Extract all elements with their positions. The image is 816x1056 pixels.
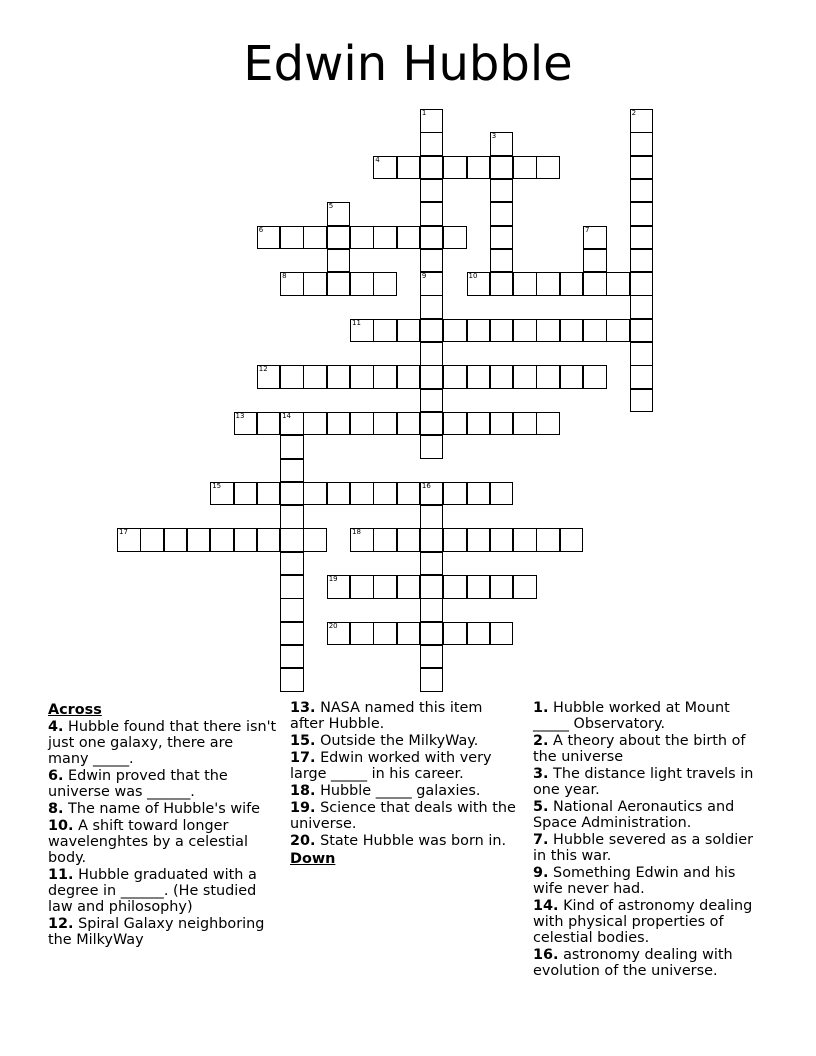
clue-number: 8. bbox=[48, 801, 64, 817]
grid-cell[interactable] bbox=[303, 528, 327, 552]
grid-cell[interactable] bbox=[327, 249, 351, 273]
grid-cell[interactable] bbox=[303, 272, 327, 296]
grid-cell[interactable] bbox=[280, 435, 304, 459]
clue-text: Hubble graduated with a degree in ______. (He studied law and philosophy) bbox=[48, 867, 257, 915]
grid-cell[interactable] bbox=[234, 412, 258, 436]
grid-cell[interactable] bbox=[350, 319, 374, 343]
grid-cell[interactable] bbox=[327, 226, 351, 250]
grid-cell[interactable] bbox=[210, 528, 234, 552]
grid-cell[interactable] bbox=[373, 622, 397, 646]
clue-text: State Hubble was born in. bbox=[315, 833, 507, 849]
clue-number: 2. bbox=[533, 733, 549, 749]
grid-cell[interactable] bbox=[350, 412, 374, 436]
grid-cell[interactable] bbox=[443, 412, 467, 436]
grid-cell[interactable] bbox=[513, 319, 537, 343]
clue-text: Spiral Galaxy neighboring the MilkyWay bbox=[48, 916, 265, 948]
grid-cell[interactable] bbox=[257, 412, 281, 436]
down-clue bbox=[533, 865, 763, 897]
grid-cell[interactable] bbox=[467, 272, 491, 296]
grid-cell[interactable] bbox=[490, 622, 514, 646]
grid-cell[interactable] bbox=[350, 272, 374, 296]
grid-cell[interactable] bbox=[513, 412, 537, 436]
grid-cell[interactable] bbox=[397, 482, 421, 506]
grid-cell[interactable] bbox=[280, 528, 304, 552]
clue-number: 11. bbox=[48, 867, 74, 883]
grid-cell[interactable] bbox=[327, 272, 351, 296]
clue-text: The distance light travels in one year. bbox=[533, 766, 754, 798]
cell-number: 20 bbox=[328, 621, 338, 630]
across-clue bbox=[48, 916, 278, 948]
grid-cell[interactable] bbox=[630, 365, 654, 389]
grid-cell[interactable] bbox=[443, 482, 467, 506]
grid-cell[interactable] bbox=[397, 365, 421, 389]
grid-cell[interactable] bbox=[350, 622, 374, 646]
grid-cell[interactable] bbox=[536, 272, 560, 296]
grid-cell[interactable] bbox=[397, 412, 421, 436]
grid-cell[interactable] bbox=[397, 622, 421, 646]
cell-number: 15 bbox=[212, 481, 222, 490]
grid-cell[interactable] bbox=[630, 272, 654, 296]
grid-cell[interactable] bbox=[234, 528, 258, 552]
grid-cell[interactable] bbox=[420, 365, 444, 389]
clue-number: 10. bbox=[48, 818, 74, 834]
grid-cell[interactable] bbox=[280, 412, 304, 436]
grid-cell[interactable] bbox=[280, 482, 304, 506]
grid-cell[interactable] bbox=[257, 226, 281, 250]
grid-cell[interactable] bbox=[420, 482, 444, 506]
grid-cell[interactable] bbox=[467, 575, 491, 599]
clue-text: Kind of astronomy dealing with physical properties of celestial bodies. bbox=[533, 898, 753, 946]
grid-cell[interactable] bbox=[606, 272, 630, 296]
grid-cell[interactable] bbox=[280, 668, 304, 692]
grid-cell[interactable] bbox=[490, 319, 514, 343]
grid-cell[interactable] bbox=[420, 342, 444, 366]
clue-text: Hubble severed as a soldier in this war. bbox=[533, 832, 754, 864]
grid-cell[interactable] bbox=[630, 389, 654, 413]
grid-cell[interactable] bbox=[606, 319, 630, 343]
clue-number: 13. bbox=[290, 700, 316, 716]
grid-cell[interactable] bbox=[397, 226, 421, 250]
cell-number: 2 bbox=[631, 109, 637, 117]
across-clue bbox=[48, 768, 278, 800]
grid-cell[interactable] bbox=[443, 622, 467, 646]
grid-cell[interactable] bbox=[630, 132, 654, 156]
grid-cell[interactable] bbox=[490, 528, 514, 552]
grid-cell[interactable] bbox=[513, 156, 537, 180]
clue-number: 3. bbox=[533, 766, 549, 782]
grid-cell[interactable] bbox=[327, 365, 351, 389]
grid-cell[interactable] bbox=[350, 482, 374, 506]
cell-number: 9 bbox=[421, 272, 427, 281]
down-clue bbox=[533, 733, 763, 765]
grid-cell[interactable] bbox=[443, 156, 467, 180]
clue-number: 14. bbox=[533, 898, 559, 914]
cell-number: 17 bbox=[119, 528, 128, 537]
across-clue bbox=[48, 867, 278, 915]
grid-cell[interactable] bbox=[490, 482, 514, 506]
grid-cell[interactable] bbox=[420, 505, 444, 529]
grid-cell[interactable] bbox=[373, 412, 397, 436]
grid-cell[interactable] bbox=[327, 482, 351, 506]
grid-cell[interactable] bbox=[303, 365, 327, 389]
across-clue bbox=[290, 783, 520, 799]
clue-number: 17. bbox=[290, 750, 316, 766]
grid-cell[interactable] bbox=[513, 575, 537, 599]
cell-number: 5 bbox=[328, 202, 334, 211]
grid-cell[interactable] bbox=[560, 528, 584, 552]
clue-text: astronomy dealing with evolution of the universe. bbox=[533, 947, 733, 979]
clue-heading: Across bbox=[48, 702, 102, 718]
clue-text: Edwin worked with very large _____ in his career. bbox=[290, 750, 492, 782]
grid-cell[interactable] bbox=[420, 528, 444, 552]
grid-cell[interactable] bbox=[513, 528, 537, 552]
grid-cell[interactable] bbox=[420, 319, 444, 343]
cell-number: 3 bbox=[491, 132, 497, 141]
grid-cell[interactable] bbox=[583, 272, 607, 296]
clues-column-1 bbox=[48, 700, 278, 949]
cell-number: 19 bbox=[328, 575, 338, 583]
cell-number: 11 bbox=[352, 318, 361, 327]
clue-text: Outside the MilkyWay. bbox=[315, 733, 479, 749]
grid-cell[interactable] bbox=[630, 319, 654, 343]
grid-cell[interactable] bbox=[234, 482, 258, 506]
grid-cell[interactable] bbox=[630, 295, 654, 319]
grid-cell[interactable] bbox=[443, 575, 467, 599]
page-title: Edwin Hubble bbox=[243, 36, 573, 92]
clues-column-3 bbox=[533, 700, 763, 980]
grid-cell[interactable] bbox=[397, 319, 421, 343]
down-clue bbox=[533, 766, 763, 798]
grid-cell[interactable] bbox=[420, 249, 444, 273]
grid-cell[interactable] bbox=[420, 668, 444, 692]
grid-cell[interactable] bbox=[443, 319, 467, 343]
grid-cell[interactable] bbox=[350, 365, 374, 389]
grid-cell[interactable] bbox=[420, 179, 444, 203]
grid-cell[interactable] bbox=[303, 482, 327, 506]
grid-cell[interactable] bbox=[583, 365, 607, 389]
grid-cell[interactable] bbox=[467, 365, 491, 389]
grid-cell[interactable] bbox=[327, 622, 351, 646]
clue-text: Hubble _____ galaxies. bbox=[315, 783, 481, 799]
grid-cell[interactable] bbox=[280, 552, 304, 576]
across-clue bbox=[290, 733, 520, 749]
grid-cell[interactable] bbox=[536, 319, 560, 343]
cell-number: 8 bbox=[282, 272, 287, 281]
grid-cell[interactable] bbox=[350, 575, 374, 599]
grid-cell[interactable] bbox=[420, 575, 444, 599]
grid-cell[interactable] bbox=[490, 132, 514, 156]
clue-text: A shift toward longer wavelenghtes by a celestial body. bbox=[48, 818, 248, 866]
down-clue bbox=[533, 700, 763, 732]
down-clue bbox=[533, 947, 763, 979]
grid-cell[interactable] bbox=[397, 156, 421, 180]
clue-text: Science that deals with the universe. bbox=[290, 800, 516, 832]
grid-cell[interactable] bbox=[280, 575, 304, 599]
clue-text: Hubble found that there isn't just one galaxy, there are many _____. bbox=[48, 719, 277, 767]
grid-cell[interactable] bbox=[467, 319, 491, 343]
clue-number: 16. bbox=[533, 947, 559, 963]
grid-cell[interactable] bbox=[257, 365, 281, 389]
grid-cell[interactable] bbox=[373, 226, 397, 250]
grid-cell[interactable] bbox=[513, 365, 537, 389]
grid-cell[interactable] bbox=[350, 528, 374, 552]
grid-cell[interactable] bbox=[327, 575, 351, 599]
grid-cell[interactable] bbox=[583, 319, 607, 343]
grid-cell[interactable] bbox=[536, 528, 560, 552]
clue-number: 4. bbox=[48, 719, 64, 735]
across-clue bbox=[290, 700, 520, 732]
grid-cell[interactable] bbox=[280, 622, 304, 646]
grid-cell[interactable] bbox=[420, 435, 444, 459]
grid-cell[interactable] bbox=[536, 156, 560, 180]
grid-cell[interactable] bbox=[490, 202, 514, 226]
clue-number: 5. bbox=[533, 799, 549, 815]
grid-cell[interactable] bbox=[420, 389, 444, 413]
grid-cell[interactable] bbox=[210, 482, 234, 506]
grid-cell[interactable] bbox=[420, 598, 444, 622]
grid-cell[interactable] bbox=[513, 272, 537, 296]
cell-number: 16 bbox=[421, 481, 431, 490]
grid-cell[interactable] bbox=[560, 365, 584, 389]
clue-number: 9. bbox=[533, 865, 549, 881]
clue-number: 7. bbox=[533, 832, 549, 848]
clue-number: 19. bbox=[290, 800, 316, 816]
grid-cell[interactable] bbox=[420, 272, 444, 296]
grid-cell[interactable] bbox=[467, 156, 491, 180]
grid-cell[interactable] bbox=[420, 226, 444, 250]
cell-number: 12 bbox=[258, 365, 268, 374]
clue-text: NASA named this item after Hubble. bbox=[290, 700, 483, 732]
grid-cell[interactable] bbox=[420, 156, 444, 180]
clue-text: Something Edwin and his wife never had. bbox=[533, 865, 736, 897]
grid-cell[interactable] bbox=[397, 528, 421, 552]
grid-cell[interactable] bbox=[630, 156, 654, 180]
grid-cell[interactable] bbox=[536, 365, 560, 389]
grid-cell[interactable] bbox=[443, 226, 467, 250]
grid-cell[interactable] bbox=[257, 482, 281, 506]
grid-cell[interactable] bbox=[560, 319, 584, 343]
grid-cell[interactable] bbox=[443, 365, 467, 389]
grid-cell[interactable] bbox=[443, 528, 467, 552]
grid-cell[interactable] bbox=[467, 482, 491, 506]
grid-cell[interactable] bbox=[350, 226, 374, 250]
grid-cell[interactable] bbox=[490, 249, 514, 273]
grid-cell[interactable] bbox=[467, 412, 491, 436]
grid-cell[interactable] bbox=[257, 528, 281, 552]
clue-number: 6. bbox=[48, 768, 64, 784]
grid-cell[interactable] bbox=[373, 482, 397, 506]
grid-cell[interactable] bbox=[630, 249, 654, 273]
grid-cell[interactable] bbox=[373, 156, 397, 180]
grid-cell[interactable] bbox=[467, 528, 491, 552]
grid-cell[interactable] bbox=[420, 132, 444, 156]
grid-cell[interactable] bbox=[467, 622, 491, 646]
cell-number: 13 bbox=[235, 411, 245, 420]
grid-cell[interactable] bbox=[280, 459, 304, 483]
clues-column-2 bbox=[290, 700, 520, 868]
grid-cell[interactable] bbox=[420, 622, 444, 646]
across-clue bbox=[290, 750, 520, 782]
down-clue bbox=[533, 799, 763, 831]
grid-cell[interactable] bbox=[187, 528, 211, 552]
cell-number: 6 bbox=[258, 225, 264, 234]
grid-cell[interactable] bbox=[490, 575, 514, 599]
clue-text: Hubble worked at Mount _____ Observatory. bbox=[533, 700, 730, 732]
across-clue bbox=[290, 800, 520, 832]
grid-cell[interactable] bbox=[490, 412, 514, 436]
cell-number: 1 bbox=[421, 109, 427, 117]
grid-cell[interactable] bbox=[373, 575, 397, 599]
grid-cell[interactable] bbox=[630, 202, 654, 226]
clue-number: 15. bbox=[290, 733, 316, 749]
grid-cell[interactable] bbox=[280, 365, 304, 389]
grid-cell[interactable] bbox=[490, 272, 514, 296]
down-clue bbox=[533, 898, 763, 946]
grid-cell[interactable] bbox=[327, 202, 351, 226]
grid-cell[interactable] bbox=[420, 412, 444, 436]
grid-cell[interactable] bbox=[280, 598, 304, 622]
grid-cell[interactable] bbox=[583, 226, 607, 250]
grid-cell[interactable] bbox=[303, 226, 327, 250]
clue-text: National Aeronautics and Space Administration. bbox=[533, 799, 735, 831]
grid-cell[interactable] bbox=[373, 365, 397, 389]
grid-cell[interactable] bbox=[490, 156, 514, 180]
clue-number: 18. bbox=[290, 783, 316, 799]
across-clue bbox=[48, 719, 278, 767]
cell-number: 18 bbox=[352, 528, 361, 537]
grid-cell[interactable] bbox=[630, 226, 654, 250]
clue-number: 20. bbox=[290, 833, 316, 849]
grid-cell[interactable] bbox=[164, 528, 188, 552]
grid-cell[interactable] bbox=[490, 226, 514, 250]
grid-cell[interactable] bbox=[490, 179, 514, 203]
clue-text: Edwin proved that the universe was ______. bbox=[48, 768, 228, 800]
grid-cell[interactable] bbox=[117, 528, 141, 552]
grid-cell[interactable] bbox=[583, 249, 607, 273]
clue-number: 12. bbox=[48, 916, 74, 932]
grid-cell[interactable] bbox=[536, 412, 560, 436]
grid-cell[interactable] bbox=[630, 342, 654, 366]
cell-number: 7 bbox=[585, 225, 590, 234]
cell-number: 14 bbox=[282, 411, 292, 420]
grid-cell[interactable] bbox=[560, 272, 584, 296]
cell-number: 10 bbox=[468, 272, 478, 281]
grid-cell[interactable] bbox=[420, 552, 444, 576]
grid-cell[interactable] bbox=[280, 645, 304, 669]
clue-heading: Down bbox=[290, 851, 336, 867]
grid-cell[interactable] bbox=[490, 365, 514, 389]
grid-cell[interactable] bbox=[373, 528, 397, 552]
down-clue bbox=[533, 832, 763, 864]
across-clue bbox=[48, 818, 278, 866]
grid-cell[interactable] bbox=[373, 272, 397, 296]
grid-cell[interactable] bbox=[373, 319, 397, 343]
grid-cell[interactable] bbox=[420, 295, 444, 319]
grid-cell[interactable] bbox=[280, 505, 304, 529]
clue-number: 1. bbox=[533, 700, 549, 716]
grid-cell[interactable] bbox=[397, 575, 421, 599]
grid-cell[interactable] bbox=[140, 528, 164, 552]
grid-cell[interactable] bbox=[420, 645, 444, 669]
grid-cell[interactable] bbox=[630, 179, 654, 203]
grid-cell[interactable] bbox=[420, 202, 444, 226]
across-clue bbox=[48, 801, 278, 817]
across-clue bbox=[290, 833, 520, 849]
grid-cell[interactable] bbox=[280, 272, 304, 296]
clue-text: The name of Hubble's wife bbox=[63, 801, 261, 817]
cell-number: 4 bbox=[375, 155, 380, 164]
grid-cell[interactable] bbox=[630, 109, 654, 133]
clue-text: A theory about the birth of the universe bbox=[533, 733, 746, 765]
grid-cell[interactable] bbox=[327, 412, 351, 436]
grid-cell[interactable] bbox=[420, 109, 444, 133]
grid-cell[interactable] bbox=[303, 412, 327, 436]
grid-cell[interactable] bbox=[280, 226, 304, 250]
